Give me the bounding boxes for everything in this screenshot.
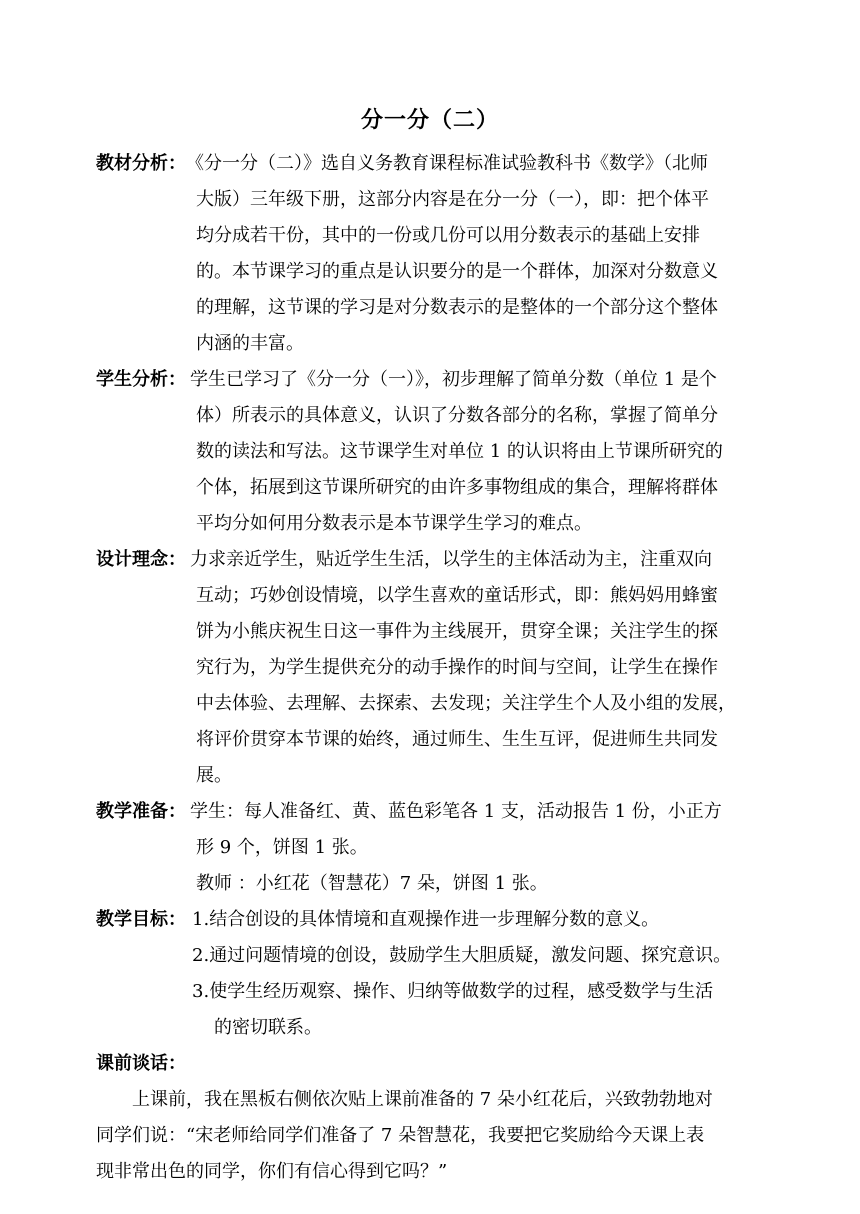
section-label: 教学目标： [96, 909, 186, 930]
section-text-line: 将评价贯穿本节课的始终，通过师生、生生互评，促进师生共同发 [196, 729, 718, 750]
section-label: 教材分析： [96, 153, 186, 174]
section-text-line: 教师 ：小红花（智慧花）7 朵，饼图 1 张。 [196, 873, 548, 894]
section-text-line: 数的读法和写法。这节课学生对单位 1 的认识将由上节课所研究的 [196, 441, 723, 462]
goal-text: 使学生经历观察、操作、归纳等做数学的过程，感受数学与生活 [209, 981, 714, 1002]
page-title: 分一分（二） [360, 107, 499, 133]
section-text-line: 力求亲近学生，贴近学生生活，以学生的主体活动为主，注重双向 [190, 549, 712, 570]
section-text-line: 展。 [196, 765, 232, 786]
section-label: 教学准备： [96, 801, 186, 822]
section-text-line: 《分一分（二）》选自义务教育课程标准试验教科书《数学》（北师 [186, 153, 708, 174]
section-text-line: 均分成若干份，其中的一份或几份可以用分数表示的基础上安排 [196, 225, 700, 246]
section-text-line: 互动；巧妙创设情境，以学生喜欢的童话形式，即：熊妈妈用蜂蜜 [196, 585, 718, 606]
section-text-line: 平均分如何用分数表示是本节课学生学习的难点。 [196, 513, 592, 534]
section-label: 学生分析： [96, 369, 186, 390]
section-text-line: 的。本节课学习的重点是认识要分的是一个群体，加深对分数意义 [196, 261, 718, 282]
goal-text-continuation: 的密切联系。 [214, 1017, 322, 1038]
section-text-line: 学生：每人准备红、黄、蓝色彩笔各 1 支，活动报告 1 份，小正方 [190, 801, 722, 822]
paragraph-line: 现非常出色的同学，你们有信心得到它吗？” [96, 1161, 448, 1182]
section-text-line: 中去体验、去理解、去探索、去发现；关注学生个人及小组的发展， [196, 693, 736, 714]
goal-item [192, 940, 731, 972]
section-text-line: 饼为小熊庆祝生日这一事件为主线展开，贯穿全课；关注学生的探 [196, 621, 718, 642]
section-text-line: 究行为，为学生提供充分的动手操作的时间与空间，让学生在操作 [196, 657, 718, 678]
section-text-line: 学生已学习了《分一分（一）》，初步理解了简单分数（单位 1 是个 [190, 369, 717, 390]
paragraph-line: 同学们说：“宋老师给同学们准备了 7 朵智慧花，我要把它奖励给今天课上表 [96, 1125, 705, 1146]
goal-number: 3. [192, 981, 210, 1002]
goal-item [192, 904, 659, 936]
section-text-line: 大版）三年级下册，这部分内容是在分一分（一），即：把个体平 [196, 189, 709, 210]
section-text-line: 个体，拓展到这节课所研究的由许多事物组成的集合，理解将群体 [196, 477, 718, 498]
goal-item [192, 976, 713, 1008]
section-text-line: 内涵的丰富。 [196, 333, 304, 354]
goal-text: 通过问题情境的创设，鼓励学生大胆质疑，激发问题、探究意识。 [209, 945, 732, 966]
section-text-line: 的理解，这节课的学习是对分数表示的是整体的一个部分这个整体 [196, 297, 718, 318]
goal-text: 结合创设的具体情境和直观操作进一步理解分数的意义。 [209, 909, 660, 930]
section-label: 课前谈话： [96, 1053, 186, 1074]
section-label: 设计理念： [96, 549, 186, 570]
paragraph-line: 上课前，我在黑板右侧依次贴上课前准备的 7 朵小红花后，兴致勃勃地对 [132, 1089, 713, 1110]
section-text-line: 形 9 个，饼图 1 张。 [196, 837, 368, 858]
goal-number: 1. [192, 909, 210, 930]
section-text-line: 体）所表示的具体意义，认识了分数各部分的名称，掌握了简单分 [196, 405, 718, 426]
goal-number: 2. [192, 945, 210, 966]
